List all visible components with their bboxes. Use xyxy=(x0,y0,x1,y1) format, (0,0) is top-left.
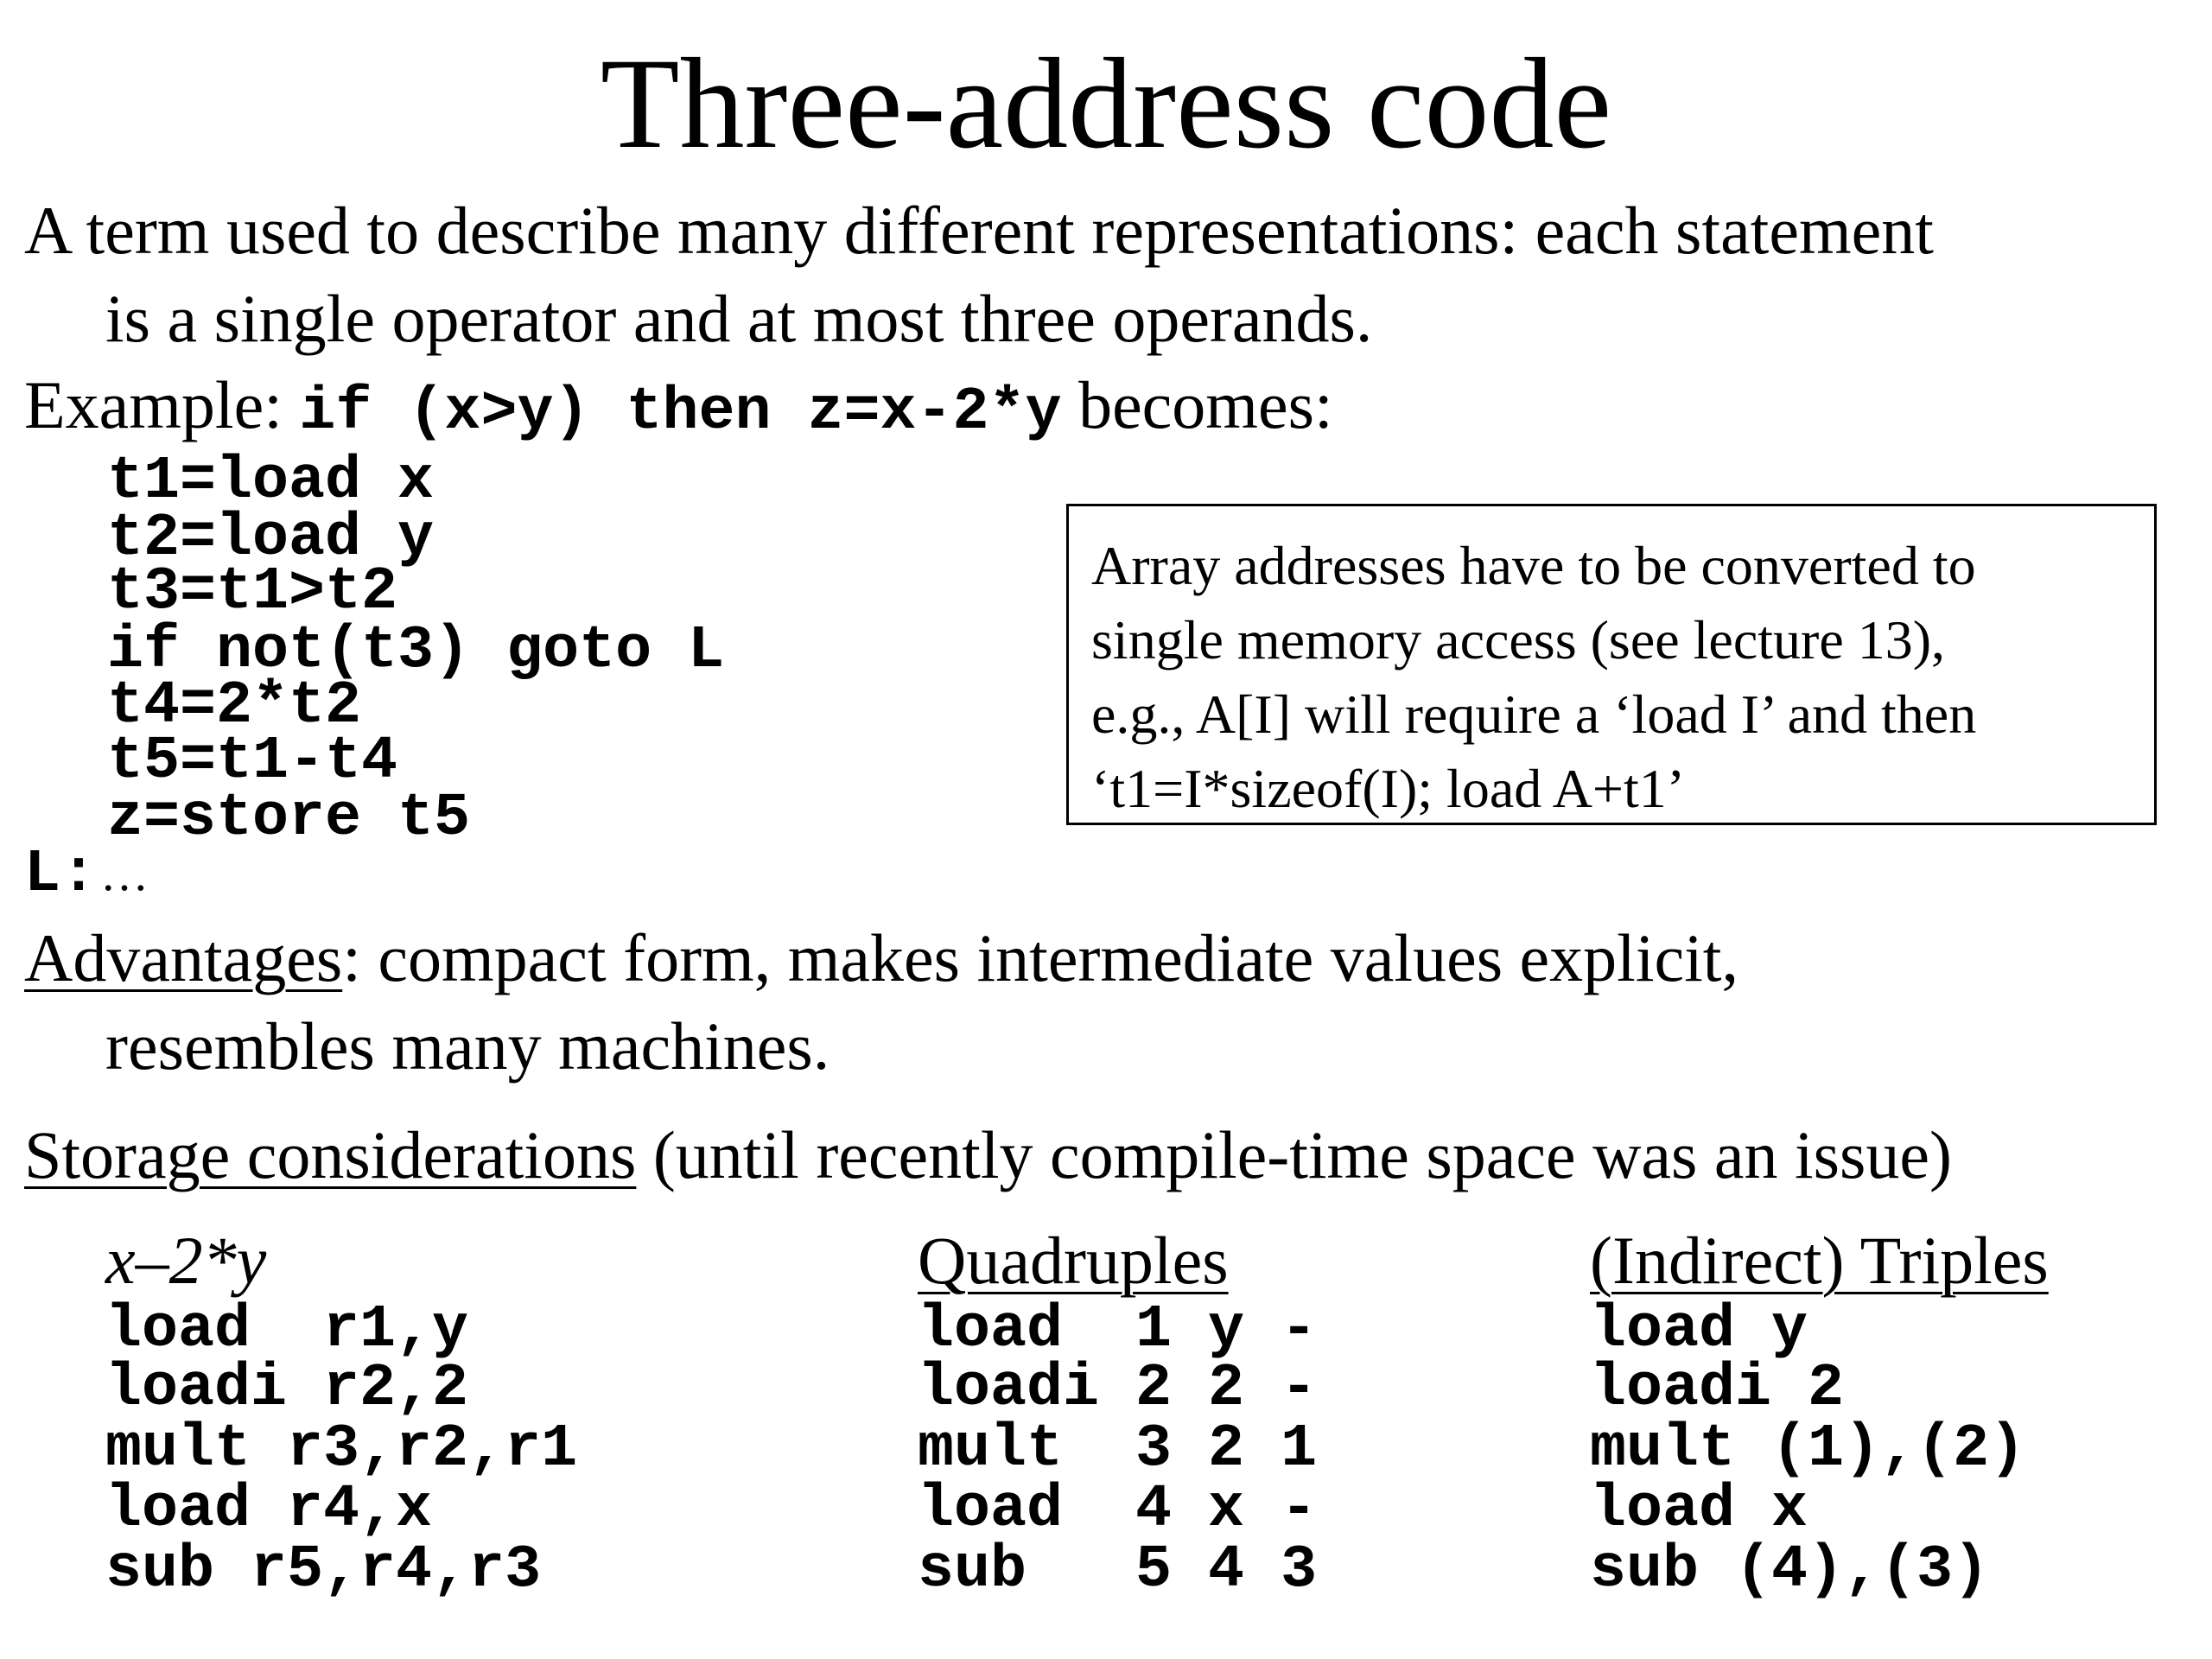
example-code: if (x>y) then z=x-2*y xyxy=(299,378,1062,447)
quad-line-3: mult 3 2 1 xyxy=(918,1415,1318,1484)
code-line-2: t2=load y xyxy=(107,505,435,573)
example-line xyxy=(24,367,1333,447)
code-line-6: t5=t1-t4 xyxy=(107,728,398,796)
column-triples-heading: (Indirect) Triples xyxy=(1590,1223,2049,1298)
note-line-3: e.g., A[I] will require a ‘load I’ and then xyxy=(1091,683,1977,745)
label-code: L: xyxy=(24,841,98,909)
advantages-line-1 xyxy=(24,920,1738,995)
expr-line-1: load r1,y xyxy=(105,1296,469,1364)
expr-line-2: loadi r2,2 xyxy=(105,1355,469,1423)
storage-heading: Storage considerations xyxy=(24,1117,637,1192)
expr-line-5: sub r5,r4,r3 xyxy=(105,1536,542,1605)
example-becomes: becomes: xyxy=(1078,367,1333,442)
array-note-box xyxy=(1066,504,2157,825)
triple-line-4: load x xyxy=(1590,1476,1808,1544)
note-line-4: ‘t1=I*sizeof(I); load A+t1’ xyxy=(1091,758,1686,819)
storage-line xyxy=(24,1117,1952,1192)
quad-line-5: sub 5 4 3 xyxy=(918,1536,1318,1605)
triple-line-5: sub (4),(3) xyxy=(1590,1536,1990,1605)
advantages-line-2: resembles many machines. xyxy=(105,1008,830,1084)
advantages-heading: Advantages xyxy=(24,920,343,995)
expr-line-3: mult r3,r2,r1 xyxy=(105,1415,578,1484)
note-line-1: Array addresses have to be converted to xyxy=(1091,535,1976,596)
code-line-1: t1=load x xyxy=(107,448,435,516)
quad-line-2: loadi 2 2 - xyxy=(918,1355,1318,1423)
note-line-2: single memory access (see lecture 13), xyxy=(1091,609,1946,671)
code-line-7: z=store t5 xyxy=(107,785,471,853)
quad-line-1: load 1 y - xyxy=(918,1296,1318,1364)
column-expr-heading: x–2*y xyxy=(105,1223,267,1298)
code-line-3: t3=t1>t2 xyxy=(107,558,398,626)
triple-line-2: loadi 2 xyxy=(1590,1355,1845,1423)
intro-line-1: A term used to describe many different representations: each statement xyxy=(24,193,1934,268)
quad-line-4: load 4 x - xyxy=(918,1476,1318,1544)
code-line-4: if not(t3) goto L xyxy=(107,617,725,685)
column-quadruples-heading: Quadruples xyxy=(918,1223,1229,1298)
code-line-5: t4=2*t2 xyxy=(107,672,362,741)
label-ellipsis: … xyxy=(100,848,149,901)
label-line xyxy=(24,841,149,909)
expr-line-4: load r4,x xyxy=(105,1476,433,1544)
triple-line-1: load y xyxy=(1590,1296,1808,1364)
slide-title: Three-address code xyxy=(600,32,1612,175)
triple-line-3: mult (1),(2) xyxy=(1590,1415,2026,1484)
intro-line-2: is a single operator and at most three operands. xyxy=(105,281,1373,356)
advantages-text: : compact form, makes intermediate values explicit, xyxy=(342,920,1738,995)
storage-text: (until recently compile-time space was an issue) xyxy=(636,1117,1952,1192)
example-label: Example: xyxy=(24,367,283,442)
